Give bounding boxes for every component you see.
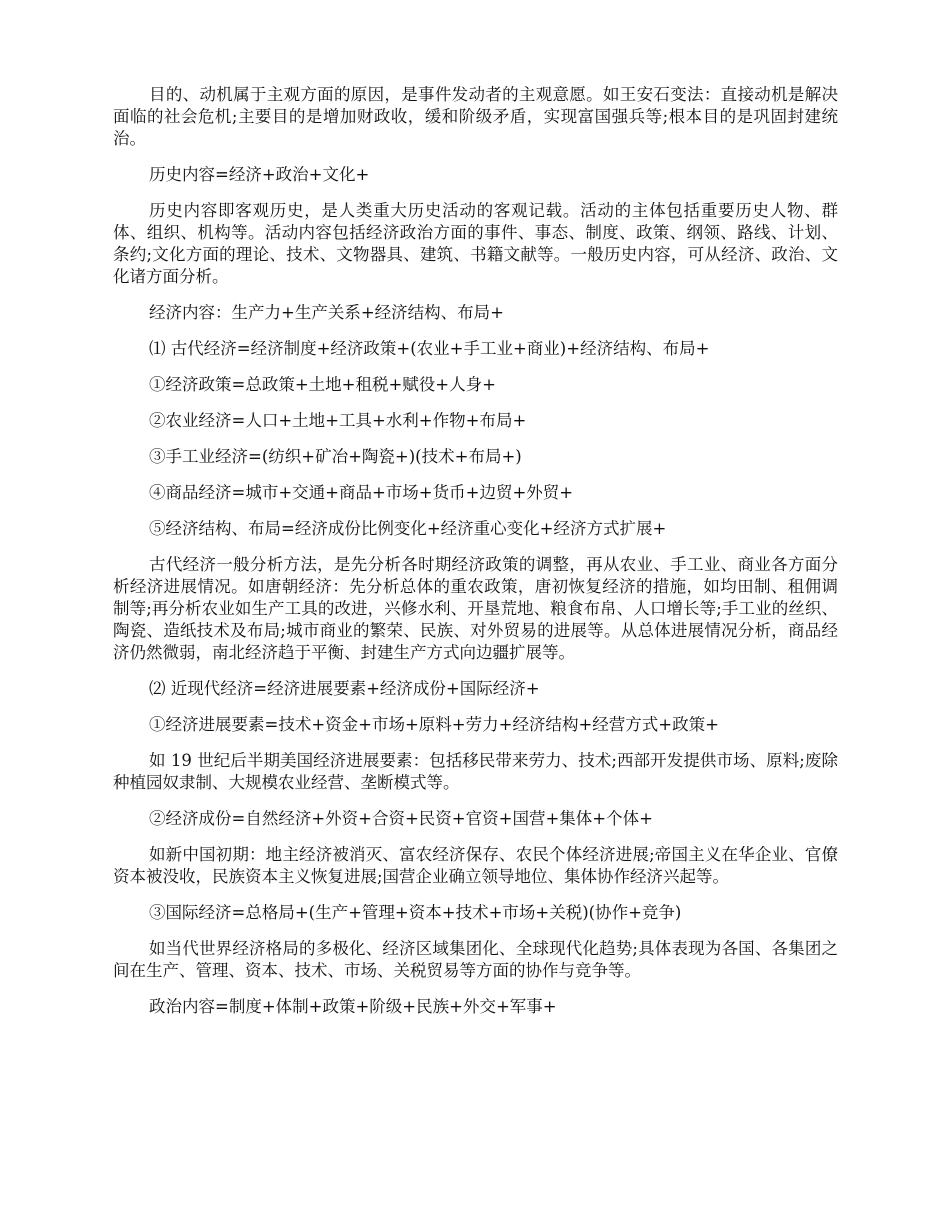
paragraph-history-content: 历史内容即客观历史，是人类重大历史活动的客观记载。活动的主体包括重要历史人物、群体、组织、机构等。活动内容包括经济政治方面的事件、事态、制度、政策、纲领、路线、计划、条约;文化方面的理论、技术、文物器具、建筑、书籍文献等。一般历史内容，可从经济、政治、文化诸方面分析。 — [113, 201, 838, 286]
paragraph-ancient-analysis: 古代经济一般分析方法，是先分析各时期经济政策的调整，再从农业、手工业、商业各方面分析经济进展情况。如唐朝经济：先分析总体的重农政策，唐初恢复经济的措施，如均田制、租佣调制等;再分析农业如生产工具的改进，兴修水利、开垦荒地、粮食布帛、人口增长等;手工业的丝织、陶瓷、造纸技术及布局;城市商业的繁荣、民族、对外贸易的进展等。从总体进展情况分析，商品经济仍然微弱，南北经济趋于平衡、封建生产方式向边疆扩展等。 — [113, 555, 838, 662]
formula-ancient-economy: ⑴ 古代经济=经济制度+经济政策+(农业+手工业+商业)+经济结构、布局+ — [149, 339, 710, 358]
paragraph-us-example: 如 19 世纪后半期美国经济进展要素：包括移民带来劳力、技术;西部开发提供市场、原料;废除种植园奴隶制、大规模农业经营、垄断模式等。 — [113, 751, 838, 792]
formula-economic-structure: ⑤经济结构、布局=经济成份比例变化+经济重心变化+经济方式扩展+ — [149, 519, 667, 538]
formula-international-economy: ③国际经济=总格局+(生产+管理+资本+技术+市场+关税)(协作+竞争) — [149, 903, 682, 922]
paragraph-new-china-example: 如新中国初期：地主经济被消灭、富农经济保存、农民个体经济进展;帝国主义在华企业、官僚资本被没收，民族资本主义恢复进展;国营企业确立领导地位、集体协作经济兴起等。 — [113, 845, 838, 886]
formula-handicraft: ③手工业经济=(纺织+矿冶+陶瓷+)(技术+布局+) — [149, 447, 522, 466]
formula-economic-policy: ①经济政策=总政策+土地+租税+赋役+人身+ — [149, 375, 496, 394]
formula-development-factors: ①经济进展要素=技术+资金+市场+原料+劳力+经济结构+经营方式+政策+ — [149, 715, 719, 734]
paragraph-world-economy-example: 如当代世界经济格局的多极化、经济区域集团化、全球现代化趋势;具体表现为各国、各集团之间在生产、管理、资本、技术、市场、关税贸易等方面的协作与竞争等。 — [113, 939, 838, 980]
paragraph-motive: 目的、动机属于主观方面的原因，是事件发动者的主观意愿。如王安石变法：直接动机是解决面临的社会危机;主要目的是增加财政收，缓和阶级矛盾，实现富国强兵等;根本目的是巩固封建统治。 — [113, 85, 838, 148]
formula-economic-content: 经济内容：生产力+生产关系+经济结构、布局+ — [149, 303, 504, 322]
formula-agriculture: ②农业经济=人口+土地+工具+水利+作物+布局+ — [149, 411, 527, 430]
formula-economic-components: ②经济成份=自然经济+外资+合资+民资+官资+国营+集体+个体+ — [149, 809, 653, 828]
document-page — [113, 84, 838, 1032]
formula-history-content: 历史内容=经济+政治+文化+ — [149, 165, 370, 184]
formula-modern-economy: ⑵ 近现代经济=经济进展要素+经济成份+国际经济+ — [149, 679, 540, 698]
formula-commodity-economy: ④商品经济=城市+交通+商品+市场+货币+边贸+外贸+ — [149, 483, 574, 502]
formula-political-content: 政治内容=制度+体制+政策+阶级+民族+外交+军事+ — [149, 997, 557, 1016]
